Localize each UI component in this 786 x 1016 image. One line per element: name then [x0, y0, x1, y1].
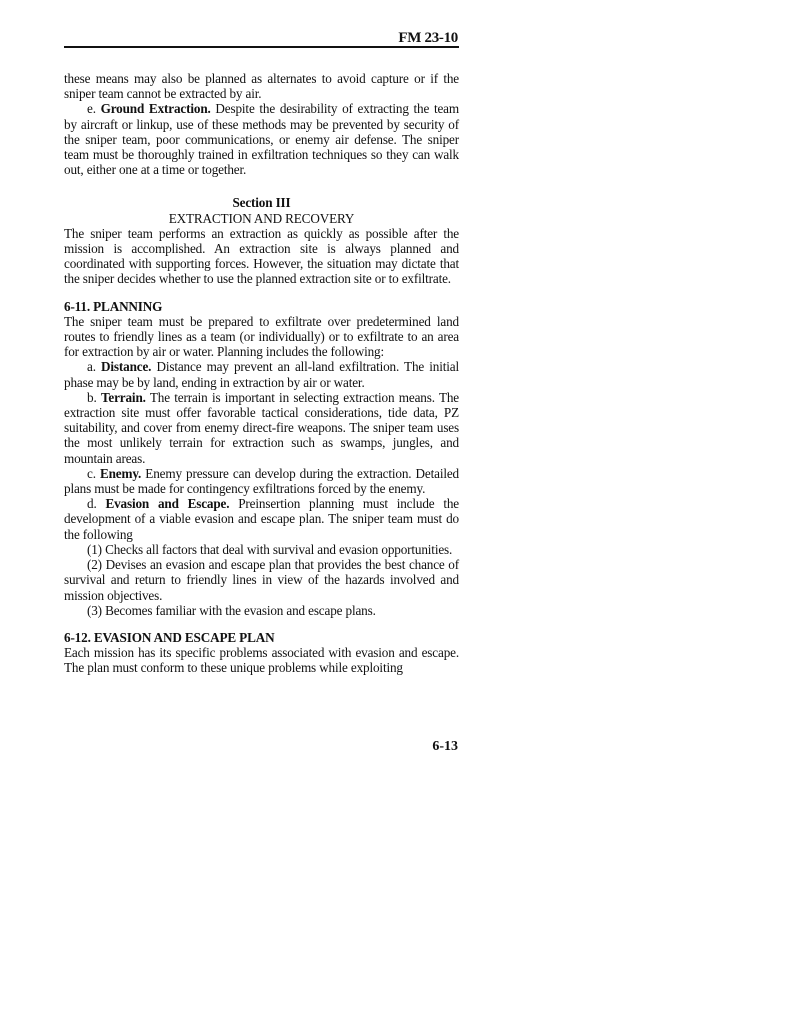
paragraph-e-text: Despite the desirability of extracting the team by aircraft or linkup, use of these methods may be prevented by security of the sniper team, poor communications, or enemy air defense. The sniper team must be thoroughly trained in exfiltration techniques so they can walk out, either one at a time or together. [64, 101, 459, 178]
paragraph-c-text: Enemy pressure can develop during the extraction. Detailed plans must be made for contingency exfiltrations forced by the enemy. [64, 465, 459, 497]
paragraph-a-text: Distance may prevent an all-land exfiltration. The initial phase may be by land, ending in extraction by air or water. [64, 359, 459, 390]
paragraph-6-11: The sniper team must be prepared to exfiltrate over predetermined land routes to friendly lines as a team (or individually) or to exfiltrate to an area for extraction by air or water. Planning includes the following: [64, 313, 459, 360]
paragraph-b-text: The terrain is important in selecting extraction means. The extraction site must offer favorable tactical considerations, tide data, PZ suitability, and cover from enemy direct-fire weapons. The sniper team uses the most unlikely terrain for extraction such as swamps, jungles, and mountain areas. [64, 389, 459, 466]
paragraph-e [64, 101, 459, 177]
subparagraph-d3: (3) Becomes familiar with the evasion and escape plans. [87, 602, 376, 618]
paragraph-b [64, 390, 459, 466]
document-id: FM 23-10 [398, 30, 458, 46]
paragraph-e-heading: Ground Extraction. [100, 101, 211, 117]
section-title: Section III [232, 195, 291, 211]
paragraph-a-label: a. [87, 359, 102, 375]
heading-6-11: 6-11. PLANNING [64, 298, 163, 314]
paragraph-b-label: b. [87, 389, 101, 405]
paragraph-a-heading: Distance. [101, 359, 152, 375]
text-column [64, 71, 459, 676]
paragraph-c-label: c. [87, 465, 100, 481]
paragraph-d-text: Preinsertion planning must include the development of a viable evasion and escape plan. The sniper team must do the following [64, 496, 459, 542]
subparagraph-d1: (1) Checks all factors that deal with survival and evasion opportunities. [87, 541, 453, 557]
section-subtitle: EXTRACTION AND RECOVERY [168, 210, 355, 226]
section-intro-paragraph: The sniper team performs an extraction as quickly as possible after the mission is accomplished. An extraction site is always planned and coordinated with supporting forces. However, the situation may dictate that the sniper decides whether to use the planned extraction site or to exfiltrate. [64, 225, 459, 287]
paragraph-6-12: Each mission has its specific problems associated with evasion and escape. The plan must conform to these unique problems while exploiting [64, 645, 459, 676]
paragraph-d-heading: Evasion and Escape. [105, 496, 230, 512]
page-number: 6-13 [432, 739, 458, 754]
paragraph-d-label: d. [87, 496, 106, 512]
paragraph-a [64, 359, 459, 389]
paragraph-d [64, 496, 459, 542]
paragraph-c-heading: Enemy. [99, 465, 142, 481]
heading-6-12: 6-12. EVASION AND ESCAPE PLAN [64, 629, 275, 645]
header-rule [64, 46, 459, 48]
paragraph-b-heading: Terrain. [100, 389, 146, 405]
paragraph-e-label: e. [87, 101, 101, 117]
subparagraph-d2: (2) Devises an evasion and escape plan that provides the best chance of survival and return to friendly lines in view of the hazards involved and mission objectives. [64, 557, 459, 603]
intro-paragraph: these means may also be planned as alternates to avoid capture or if the sniper team cannot be extracted by air. [64, 71, 459, 102]
paragraph-c [64, 466, 459, 496]
